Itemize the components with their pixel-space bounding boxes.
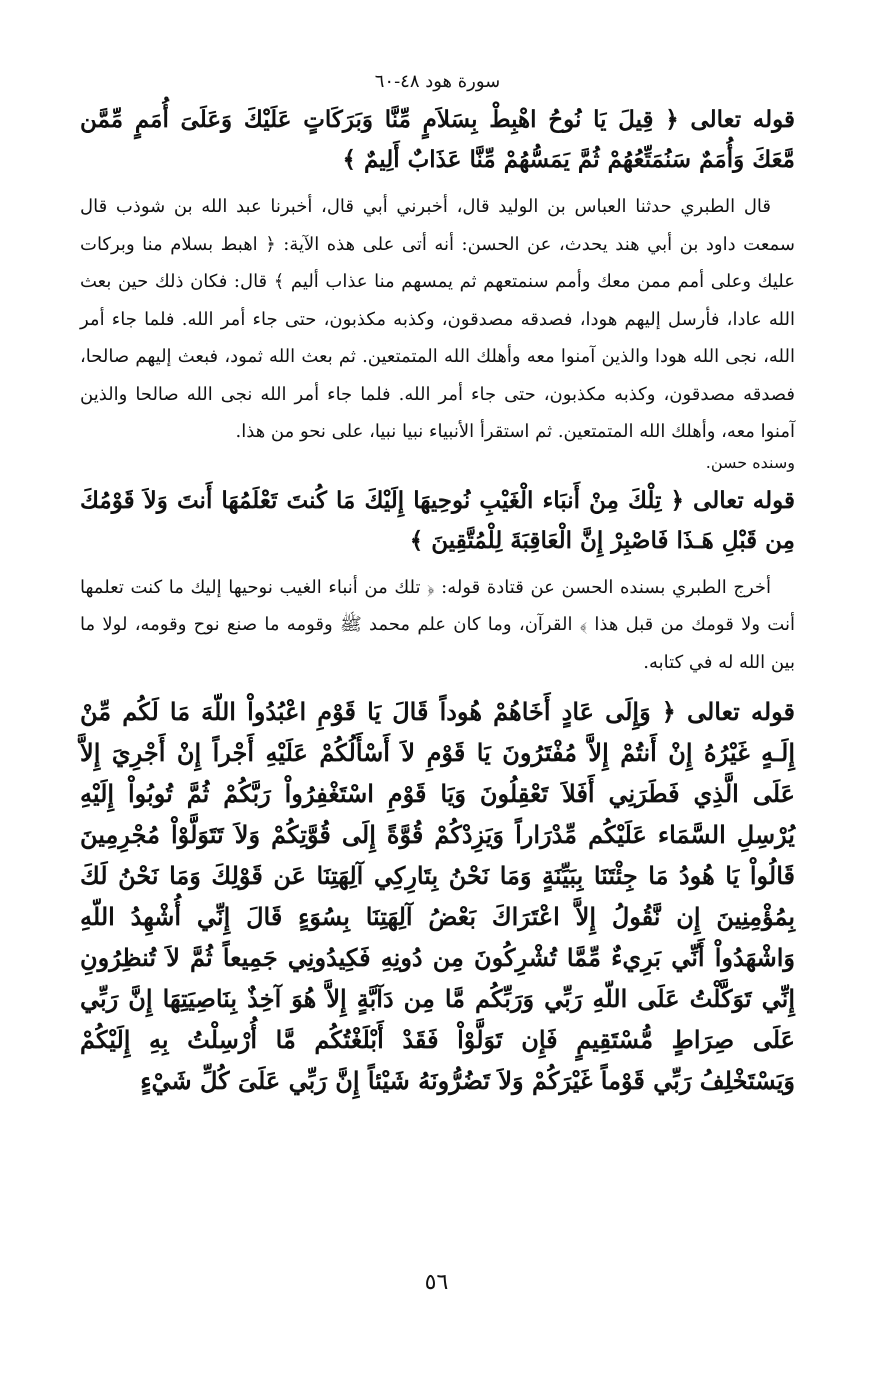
section-hud-48 bbox=[80, 100, 795, 475]
commentary-paragraph: أخرج الطبري بسنده الحسن عن قتادة قوله: ﴿ تلك من أنباء الغيب نوحيها إليك ما كنت تعلمها أنت ولا قومك من قبل هذا ﴾ القرآن، وما كان علم محمد ﷺ وقومه ما صنع نوح وقومه، لولا ما بين الله له في كتابه. bbox=[80, 576, 795, 673]
page-content bbox=[80, 70, 795, 1101]
verse-text: ﴿ وَإِلَى عَادٍ أَخَاهُمْ هُوداً قَالَ يَا قَوْمِ اعْبُدُواْ اللّهَ مَا لَكُم مِّنْ إِلَـهٍ غَيْرُهُ إِنْ أَنتُمْ إِلاَّ مُفْتَرُونَ يَا قَوْمِ لاَ أَسْأَلُكُمْ عَلَيْهِ أَجْراً إِنْ أَجْرِيَ إِلاَّ عَلَى الَّذِي فَطَرَنِي أَفَلاَ تَعْقِلُونَ وَيَا قَوْمِ اسْتَغْفِرُواْ رَبَّكُمْ ثُمَّ تُوبُواْ إِلَيْهِ يُرْسِلِ السَّمَاء عَلَيْكُم مِّدْرَاراً وَيَزِدْكُمْ قُوَّةً إِلَى قُوَّتِكُمْ وَلاَ تَتَوَلَّوْاْ مُجْرِمِينَ قَالُواْ يَا هُودُ مَا جِئْتَنَا بِبَيِّنَةٍ وَمَا نَحْنُ بِتَارِكِي آلِهَتِنَا عَن قَوْلِكَ وَمَا نَحْنُ لَكَ بِمُؤْمِنِينَ إِن نَّقُولُ إِلاَّ اعْتَرَاكَ بَعْضُ آلِهَتِنَا بِسُوَءٍ قَالَ إِنِّي أُشْهِدُ اللّهِ وَاشْهَدُواْ أَنِّي بَرِيءٌ مِّمَّا تُشْرِكُونَ مِن دُونِهِ فَكِيدُونِي جَمِيعاً ثُمَّ لاَ تُنظِرُونِ إِنِّي تَوَكَّلْتُ عَلَى اللّهِ رَبِّي وَرَبِّكُم مَّا مِن دَآبَّةٍ إِلاَّ هُوَ آخِذٌ بِنَاصِيَتِهَا إِنَّ رَبِّي عَلَى صِرَاطٍ مُّسْتَقِيمٍ فَإِن تَوَلَّوْاْ فَقَدْ أَبْلَغْتُكُم مَّا أُرْسِلْتُ بِهِ إِلَيْكُمْ وَيَسْتَخْلِفُ رَبِّي قَوْماً غَيْرَكُمْ وَلاَ تَضُرُّونَهُ شَيْئاً إِنَّ رَبِّي عَلَىَ كُلِّ شَيْءٍ bbox=[80, 697, 795, 1095]
heading-lead: قوله تعالى bbox=[690, 106, 796, 133]
section-hud-50-57 bbox=[80, 691, 795, 1101]
verse-text: ﴿ تِلْكَ مِنْ أَنبَاء الْغَيْبِ نُوحِيهَا إِلَيْكَ مَا كُنتَ تَعْلَمُهَا أَنتَ وَلاَ قَوْمُكَ مِن قَبْلِ هَـذَا فَاصْبِرْ إِنَّ الْعَاقِبَةَ لِلْمُتَّقِينَ ﴾ bbox=[80, 486, 795, 554]
section-heading bbox=[80, 691, 795, 1101]
section-heading bbox=[80, 100, 795, 180]
page-number: ٥٦ bbox=[424, 1270, 449, 1295]
heading-lead: قوله تعالى bbox=[686, 697, 796, 726]
commentary-paragraph: قال الطبري حدثنا العباس بن الوليد قال، أخبرني أبي قال، أخبرنا عبد الله بن شوذب قال سمعت داود بن أبي هند يحدث، عن الحسن: أنه أتى على هذه الآية: ﴿ اهبط بسلام منا وبركات عليك وعلى أمم ممن معك وأمم سنمتعهم ثم يمسهم منا عذاب أليم ﴾ قال: فكان ذلك حين بعث الله عادا، فأرسل إليهم هودا، فصدقه مصدقون، وكذبه مكذبون، حتى جاء أمر الله. فلما جاء أمر الله، نجى الله هودا والذين آمنوا معه وأهلك الله المتمتعين. ثم بعث الله ثمود، فبعث إليهم صالحا، فصدقه مصدقون، وكذبه مكذبون، حتى جاء أمر الله. فلما جاء أمر الله نجى الله صالحا والذين آمنوا معه، وأهلك الله المتمتعين. ثم استقرأ الأنبياء نبيا نبيا، على نحو من هذا. bbox=[80, 196, 795, 442]
section-heading bbox=[80, 481, 795, 561]
heading-lead: قوله تعالى bbox=[693, 486, 796, 514]
chain-grade-note: وسنده حسن. bbox=[705, 452, 795, 472]
verse-text: ﴿ قِيلَ يَا نُوحُ اهْبِطْ بِسَلاَمٍ مِّنَّا وَبَرَكَاتٍ عَلَيْكَ وَعَلَىَ أُمَمٍ مِّمَّن مَّعَكَ وَأُمَمٌ سَنُمَتِّعُهُمْ ثُمَّ يَمَسُّهُمْ مِّنَّا عَذَابٌ أَلِيمٌ ﴾ bbox=[80, 106, 795, 173]
running-header: سورة هود ٤٨-٦٠ bbox=[374, 71, 501, 92]
section-hud-49 bbox=[80, 481, 795, 682]
